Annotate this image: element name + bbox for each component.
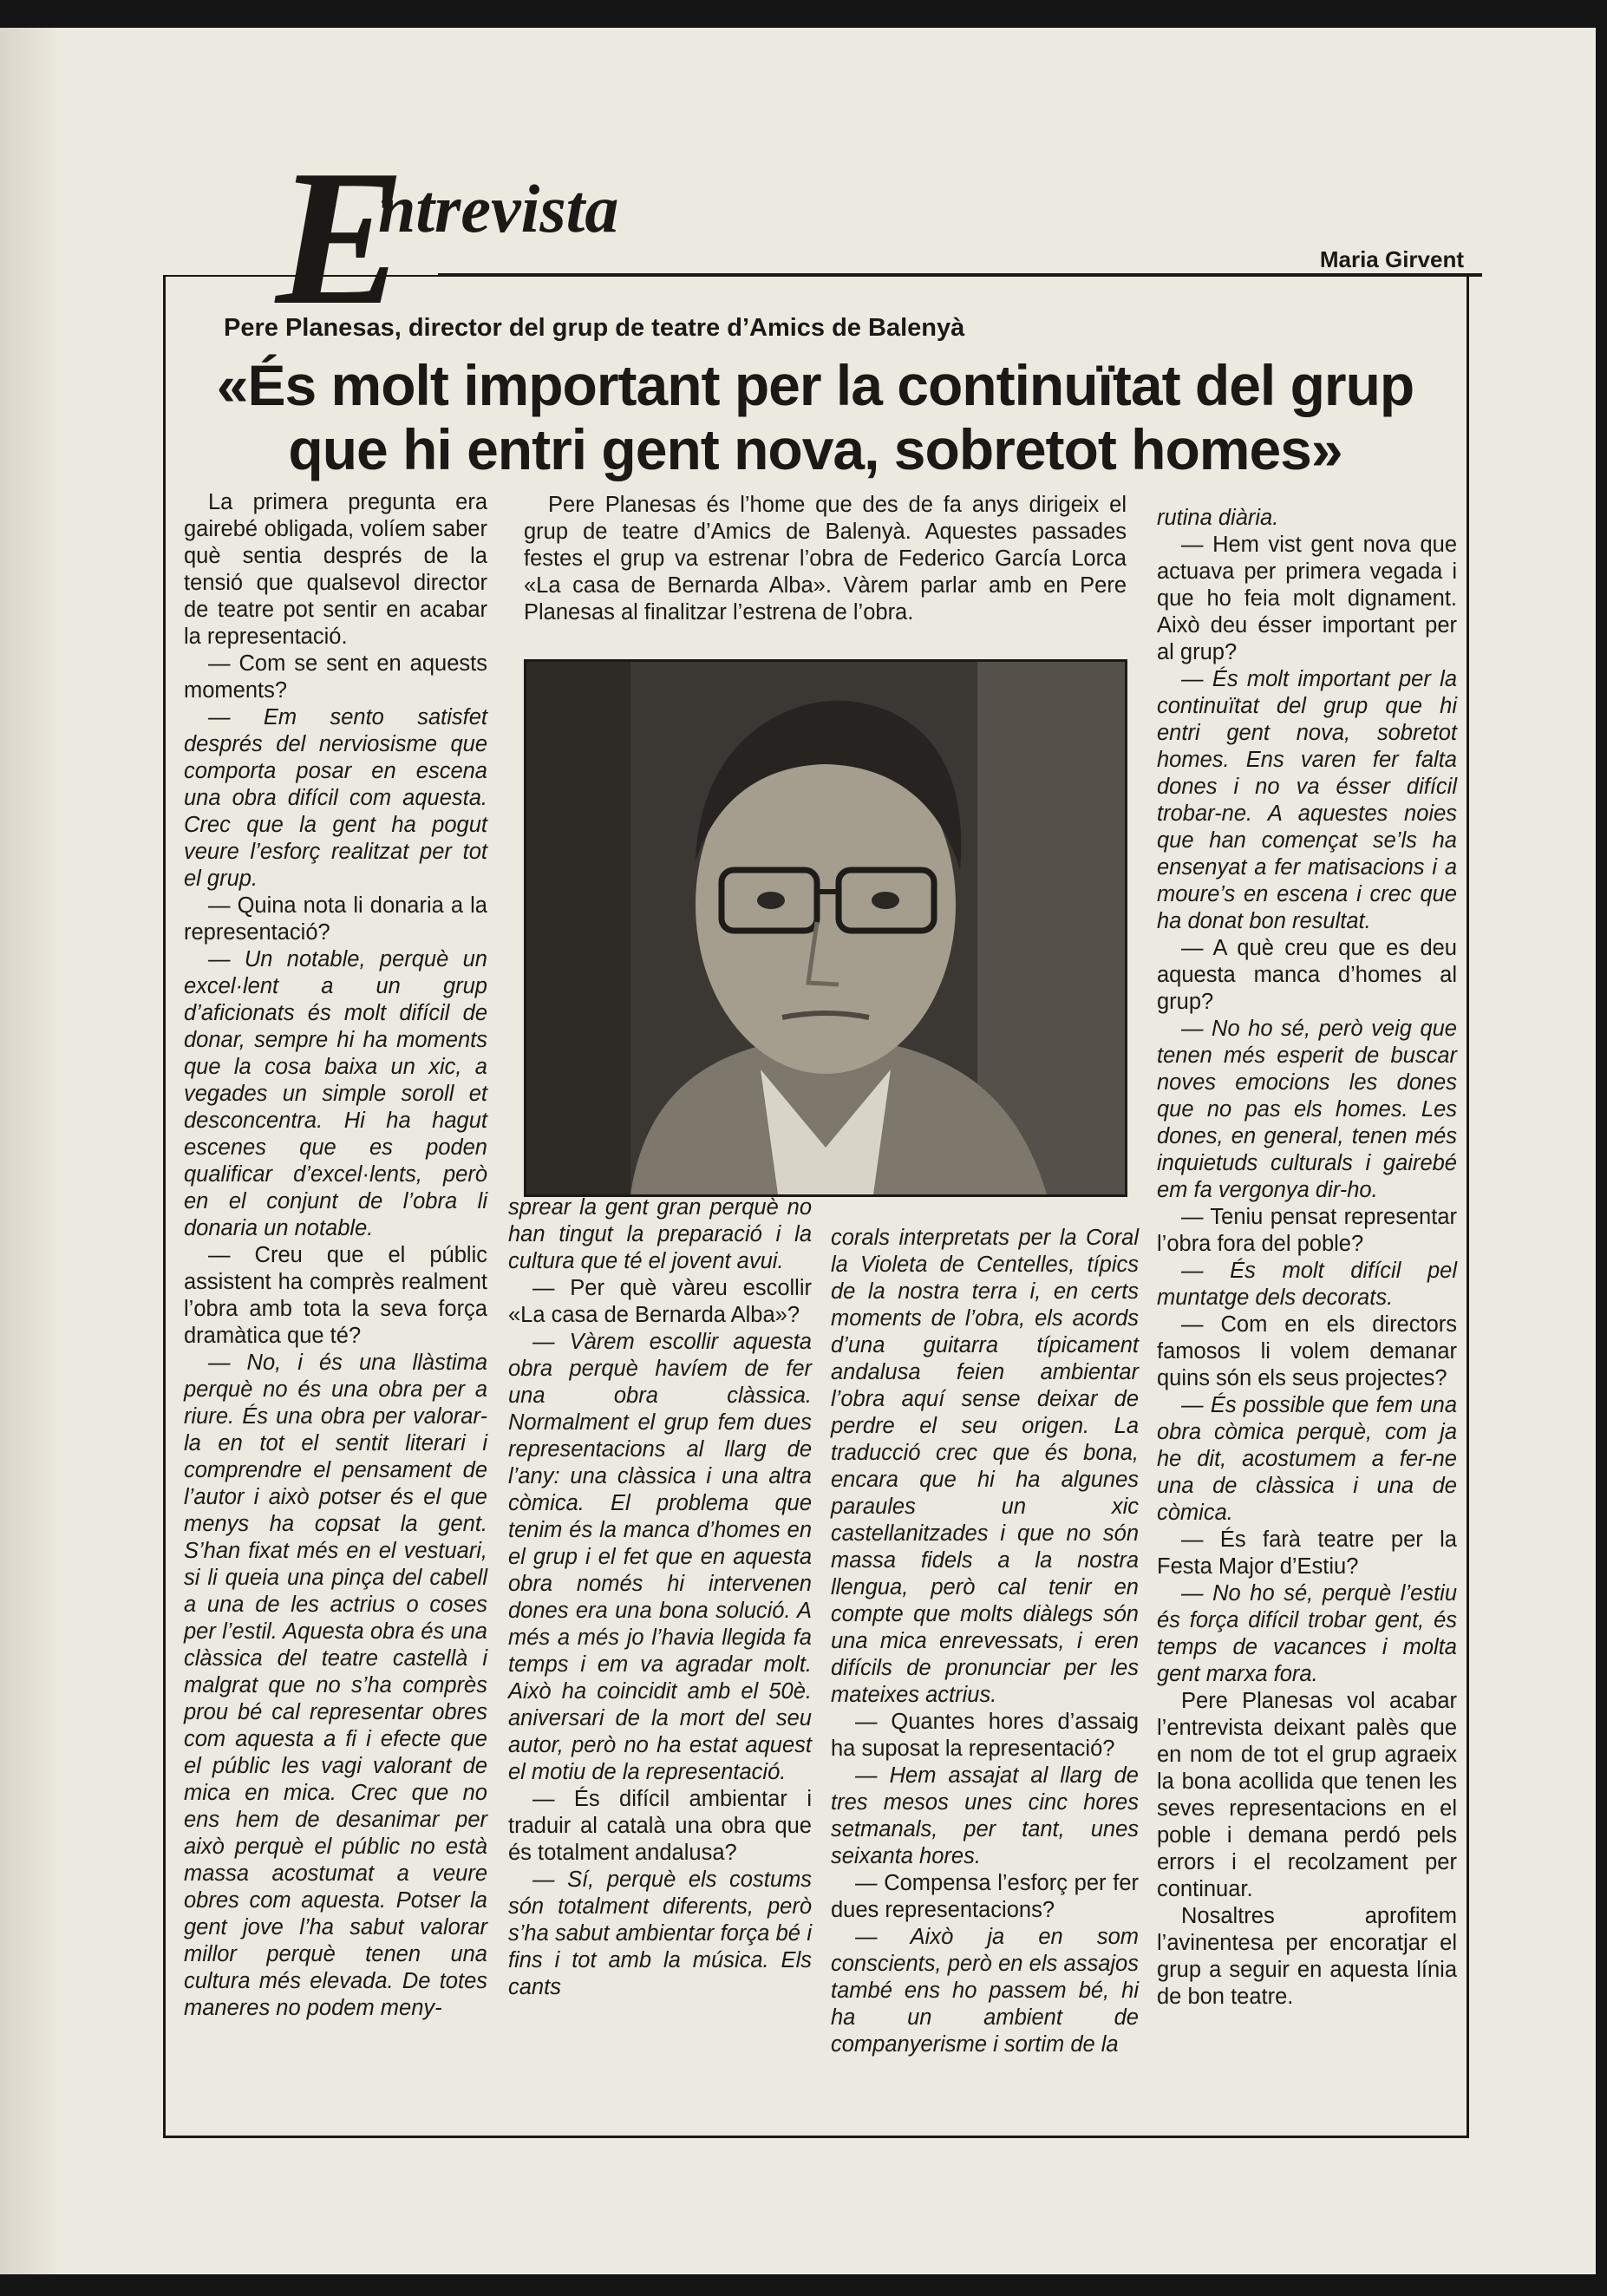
- body-paragraph: Nosaltres aprofitem l’avinentesa per encoratjar el grup a seguir en aquesta línia de bon teatre.: [1157, 1904, 1457, 2009]
- question-paragraph: — Teniu pensat representar l’obra fora del poble?: [1157, 1205, 1457, 1256]
- column-2: [508, 1194, 812, 2001]
- column-3: [831, 1225, 1139, 2058]
- question-paragraph: — És difícil ambientar i traduir al català una obra que és totalment andalusa?: [508, 1787, 812, 1865]
- column-4: [1157, 505, 1457, 2011]
- headline-line-1: «És molt important per la continuïtat del grup: [216, 353, 1414, 417]
- answer-paragraph: — No ho sé, però veig que tenen més esperit de buscar noves emocions les dones que no pas els homes. Les dones, en general, tenen més inquietuds culturals i gairebé em fa vergonya dir-ho.: [1157, 1017, 1457, 1202]
- answer-paragraph: — Em sento satisfet després del nerviosisme que comporta posar en escena una obra difícil com aquesta. Crec que la gent ha pogut veure l’esforç realitzat per tot el grup.: [184, 705, 487, 891]
- article-headline: [165, 353, 1466, 481]
- question-paragraph: — Compensa l’esforç per fer dues representacions?: [831, 1871, 1139, 1922]
- answer-paragraph: — És molt important per la continuïtat del grup que hi entri gent nova, sobretot homes. Ens varen fer falta dones i no va ésser difícil trobar-ne. A aquestes noies que han començat se’ls ha ensenyat a fer matisacions i a moure’s en escena i crec que ha donat bon resultat.: [1157, 667, 1457, 933]
- intro-paragraph: [524, 492, 1127, 626]
- section-initial: E: [276, 130, 406, 345]
- answer-paragraph: — És possible que fem una obra còmica perquè, com ja he dit, acostumem a fer-ne una de clàssica i una de còmica.: [1157, 1393, 1457, 1525]
- author-name: Maria Girvent: [1319, 246, 1464, 272]
- question-paragraph: — Com en els directors famosos li volem demanar quins són els seus projectes?: [1157, 1312, 1457, 1390]
- body-paragraph: La primera pregunta era gairebé obligada, volíem saber què sentia després de la tensió que qualsevol director de teatre pot sentir en acabar la representació.: [184, 490, 487, 649]
- question-paragraph: — Hem vist gent nova que actuava per primera vegada i que ho feia molt dignament. Això deu ésser important per al grup?: [1157, 533, 1457, 664]
- answer-paragraph: — Això ja en som conscients, però en els assajos també ens ho passem bé, hi ha un ambient de companyerisme i sortim de la: [831, 1925, 1139, 2057]
- headline-line-2: que hi entri gent nova, sobretot homes»: [288, 417, 1342, 481]
- intro-text: Pere Planesas és l’home que des de fa anys dirigeix el grup de teatre d’Amics de Balenyà. Aquestes passades festes el grup va estrenar l’obra de Federico García Lorca «La casa de Bernarda Alba». Vàrem parlar amb en Pere Planesas al finalitzar l’estrena de l’obra.: [524, 493, 1127, 625]
- answer-paragraph: corals interpretats per la Coral la Violeta de Centelles, típics de la nostra terra i, en certs moments de l’obra, els acords d’una guitarra típicament andalusa feien ambientar l’obra aquí sense deixar de perdre el seu origen. La traducció crec que és bona, encara que hi ha algunes paraules un xic castellanitzades i que no són massa fidels a la nostra llengua, però cal tenir en compte que molts diàlegs són una mica enrevessats, i eren difícils de pronunciar per les mateixes actrius.: [831, 1226, 1139, 1707]
- question-paragraph: — Quantes hores d’assaig ha suposat la representació?: [831, 1710, 1139, 1761]
- answer-paragraph: — No, i és una llàstima perquè no és una obra per a riure. És una obra per valorar-la en tot el sentit literari i comprendre el pensament de l’autor i això potser és el que menys ha copsat la gent. S’han fixat més en el vestuari, si li queia una pinça del cabell a una de les actrius o coses per l’estil. Aquesta obra és una clàssica del teatre castellà i malgrat que no s’ha comprès prou bé cal representar obres com aquesta a fi i efecte que el públic les vagi valorant de mica en mica. Crec que no ens hem de desanimar per això perquè el públic no està massa acostumat a veure obres com aquesta. Potser la gent jove l’ha sabut valorar millor perquè tenen una cultura més elevada. De totes maneres no podem meny-: [184, 1351, 487, 2020]
- answer-paragraph: — Vàrem escollir aquesta obra perquè havíem de fer una obra clàssica. Normalment el grup fem dues representacions al llarg de l’any: una clàssica i una altra còmica. El problema que tenim és la manca d’homes en el grup i el fet que en aquesta obra només hi intervenen dones era una bona solució. A més a més jo l’havia llegida fa temps i em va agradar molt. Això ha coincidit amb el 50è. aniversari de la mort del seu autor, però no ha estat aquest el motiu de la representació.: [508, 1330, 812, 1784]
- answer-paragraph: — Sí, perquè els costums són totalment diferents, però s’ha sabut ambientar força bé i fins i tot amb la música. Els cants: [508, 1868, 812, 1999]
- portrait-illustration: [526, 662, 1125, 1194]
- column-1: [184, 489, 487, 2022]
- question-paragraph: — Per què vàreu escollir «La casa de Bernarda Alba»?: [508, 1276, 812, 1327]
- question-paragraph: — Com se sent en aquests moments?: [184, 651, 487, 703]
- page-gutter: [0, 28, 59, 2274]
- portrait-photo: [524, 659, 1127, 1197]
- question-paragraph: — Quina nota li donaria a la representació?: [184, 893, 487, 945]
- body-paragraph: Pere Planesas vol acabar l’entrevista deixant palès que en nom de tot el grup agraeix la bona acollida que tenen les seves representacions en el poble i demana perdó pels errors i el recolzament per continuar.: [1157, 1689, 1457, 1901]
- question-paragraph: — És farà teatre per la Festa Major d’Estiu?: [1157, 1527, 1457, 1579]
- answer-paragraph: rutina diària.: [1157, 506, 1279, 530]
- answer-paragraph: sprear la gent gran perquè no han tingut la preparació i la cultura que té el jovent avui.: [508, 1195, 812, 1273]
- question-paragraph: — Creu que el públic assistent ha comprès realment l’obra amb tota la seva força dramàtica que té?: [184, 1243, 487, 1348]
- answer-paragraph: — Un notable, perquè un excel·lent a un grup d’aficionats és molt difícil de donar, sempre hi ha moments que la cosa baixa un xic, a vegades un simple soroll et desconcentra. Hi ha hagut escenes que es poden qualificar d’excel·lents, però en el conjunt de l’obra li donaria un notable.: [184, 947, 487, 1240]
- article-subtitle: Pere Planesas, director del grup de teatre d’Amics de Balenyà: [224, 314, 965, 342]
- answer-paragraph: — No ho sé, perquè l’estiu és força difícil trobar gent, és temps de vacances i molta gent marxa fora.: [1157, 1581, 1457, 1686]
- section-title-rest: ntrevista: [378, 171, 619, 246]
- question-paragraph: — A què creu que es deu aquesta manca d’homes al grup?: [1157, 936, 1457, 1014]
- answer-paragraph: — És molt difícil pel muntatge dels decorats.: [1157, 1259, 1457, 1310]
- answer-paragraph: — Hem assajat al llarg de tres mesos unes cinc hores setmanals, per tant, unes seixanta hores.: [831, 1763, 1139, 1868]
- magazine-page: [0, 28, 1596, 2274]
